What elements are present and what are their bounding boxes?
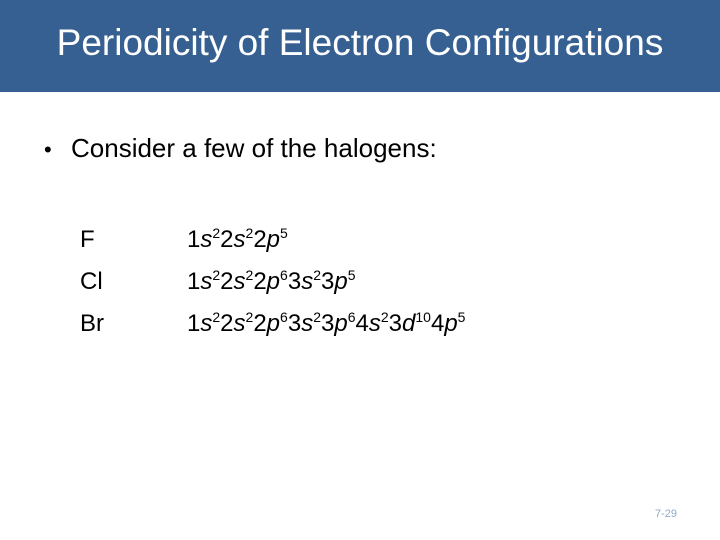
subshell-letter: s <box>233 268 246 295</box>
orbital-term <box>220 310 253 337</box>
shell-number: 2 <box>253 310 267 337</box>
shell-number: 1 <box>187 310 201 337</box>
orbital-term <box>220 268 253 295</box>
electron-count: 2 <box>212 309 221 325</box>
shell-number: 2 <box>220 226 234 253</box>
electron-count: 2 <box>212 267 221 283</box>
subshell-letter: p <box>266 268 281 295</box>
page-number: 7-29 <box>654 508 677 520</box>
electron-count: 5 <box>347 267 356 283</box>
electron-count: 5 <box>457 309 466 325</box>
shell-number: 1 <box>187 226 201 253</box>
subshell-letter: s <box>301 268 314 295</box>
subshell-letter: s <box>233 226 246 253</box>
subshell-letter: s <box>368 310 381 337</box>
electron-count: 10 <box>415 309 431 325</box>
orbital-term <box>321 268 356 295</box>
orbital-term <box>288 310 321 337</box>
orbital-term <box>187 226 220 253</box>
orbital-term <box>288 268 321 295</box>
title-bar <box>0 0 720 92</box>
subshell-letter: p <box>334 310 348 337</box>
electron-configuration <box>187 222 288 258</box>
electron-count: 5 <box>280 225 288 241</box>
shell-number: 3 <box>287 310 302 337</box>
orbital-term <box>431 310 466 337</box>
orbital-term <box>356 310 389 337</box>
electron-count: 2 <box>245 267 254 283</box>
shell-number: 2 <box>220 310 234 337</box>
orbital-term <box>253 268 288 295</box>
shell-number: 3 <box>320 268 335 295</box>
orbital-term <box>187 310 220 337</box>
shell-number: 4 <box>430 310 445 337</box>
electron-count: 2 <box>245 225 254 241</box>
electron-count: 2 <box>212 225 221 241</box>
subshell-letter: p <box>266 226 281 253</box>
orbital-term <box>253 226 288 253</box>
element-symbol: Cl <box>80 268 103 295</box>
electron-count: 2 <box>245 309 254 325</box>
electron-configuration <box>187 306 465 342</box>
orbital-term <box>321 310 356 337</box>
orbital-term <box>187 268 220 295</box>
subshell-letter: s <box>200 310 213 337</box>
element-symbol: F <box>80 226 95 253</box>
shell-number: 2 <box>220 268 234 295</box>
subshell-letter: s <box>200 268 213 295</box>
shell-number: 1 <box>187 268 201 295</box>
subshell-letter: d <box>402 310 416 337</box>
shell-number: 4 <box>355 310 369 337</box>
shell-number: 3 <box>287 268 302 295</box>
shell-number: 2 <box>253 268 267 295</box>
subshell-letter: s <box>200 226 213 253</box>
subshell-letter: s <box>301 310 314 337</box>
subshell-letter: p <box>444 310 458 337</box>
subshell-letter: p <box>266 310 281 337</box>
shell-number: 3 <box>388 310 403 337</box>
electron-count: 6 <box>347 309 356 325</box>
electron-count: 6 <box>280 267 288 283</box>
orbital-term <box>253 310 288 337</box>
electron-configuration <box>187 264 356 300</box>
electron-count: 2 <box>313 309 321 325</box>
orbital-term <box>389 310 431 337</box>
element-symbol: Br <box>80 310 104 337</box>
slide-title: Periodicity of Electron Configurations <box>56 22 664 63</box>
subshell-letter: s <box>233 310 246 337</box>
bullet-item <box>44 133 437 164</box>
orbital-term <box>220 226 253 253</box>
electron-count: 2 <box>380 309 389 325</box>
bullet-text: Consider a few of the halogens: <box>71 133 437 163</box>
shell-number: 3 <box>320 310 335 337</box>
shell-number: 2 <box>253 226 267 253</box>
bullet-icon: • <box>44 137 52 162</box>
subshell-letter: p <box>334 268 348 295</box>
electron-count: 2 <box>313 267 321 283</box>
electron-count: 6 <box>280 309 288 325</box>
